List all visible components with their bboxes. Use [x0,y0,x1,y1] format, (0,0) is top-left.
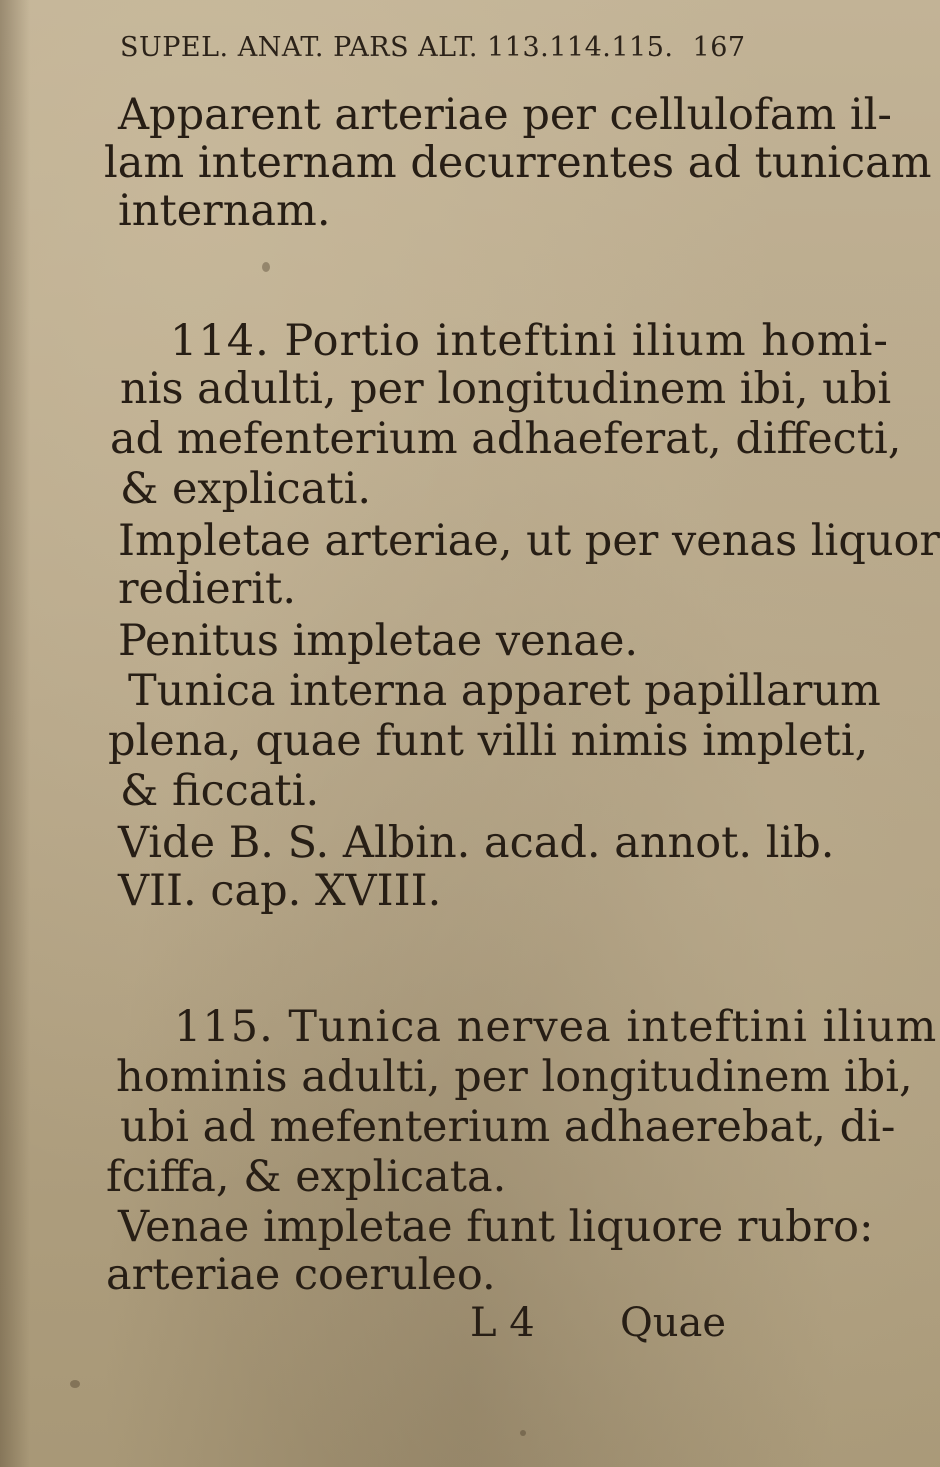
running-head-text: SUPEL. ANAT. PARS ALT. 113.114.115. [120,32,674,63]
section-115-heading: 115. Tunica nervea inteftini ilium [174,1002,938,1052]
text-line: Apparent arteriae per cellulofam il- [118,90,892,140]
running-header [120,32,760,63]
text-line: hominis adulti, per longitudinem ibi, [116,1052,913,1102]
text-line: plena, quae funt villi nimis impleti, [108,716,869,766]
text-line: Venae impletae funt liquore rubro: [118,1202,874,1252]
text-line: & explicati. [120,464,372,514]
text-line: redierit. [118,564,296,614]
ink-spot [520,1430,526,1436]
text-line: Impletae arteriae, ut per venas liquor [118,516,940,566]
signature-mark: L 4 [470,1300,535,1346]
text-line: ad mefenterium adhaeferat, diffecti, [110,414,902,464]
binding-shadow [0,0,30,1467]
text-line: & ficcati. [120,766,320,816]
text-line: ubi ad mefenterium adhaerebat, di- [120,1102,896,1152]
text-line: Tunica interna apparet papillarum [128,666,881,716]
reference-line: VII. cap. XVIII. [118,866,442,916]
text-line: lam internam decurrentes ad tunicam [104,138,932,188]
page-number: 167 [692,32,746,63]
text-line: nis adulti, per longitudinem ibi, ubi [120,364,892,414]
text-line: arteriae coeruleo. [106,1250,496,1300]
text-line: fciffa, & explicata. [106,1152,507,1202]
ink-spot [70,1380,80,1388]
section-114-heading: 114. Portio inteftini ilium homi- [170,316,889,366]
catchword: Quae [620,1300,727,1346]
text-line: internam. [118,186,331,236]
text-line: Penitus impletae venae. [118,616,639,666]
reference-line: Vide B. S. Albin. acad. annot. lib. [118,818,835,868]
ink-spot [262,262,270,272]
